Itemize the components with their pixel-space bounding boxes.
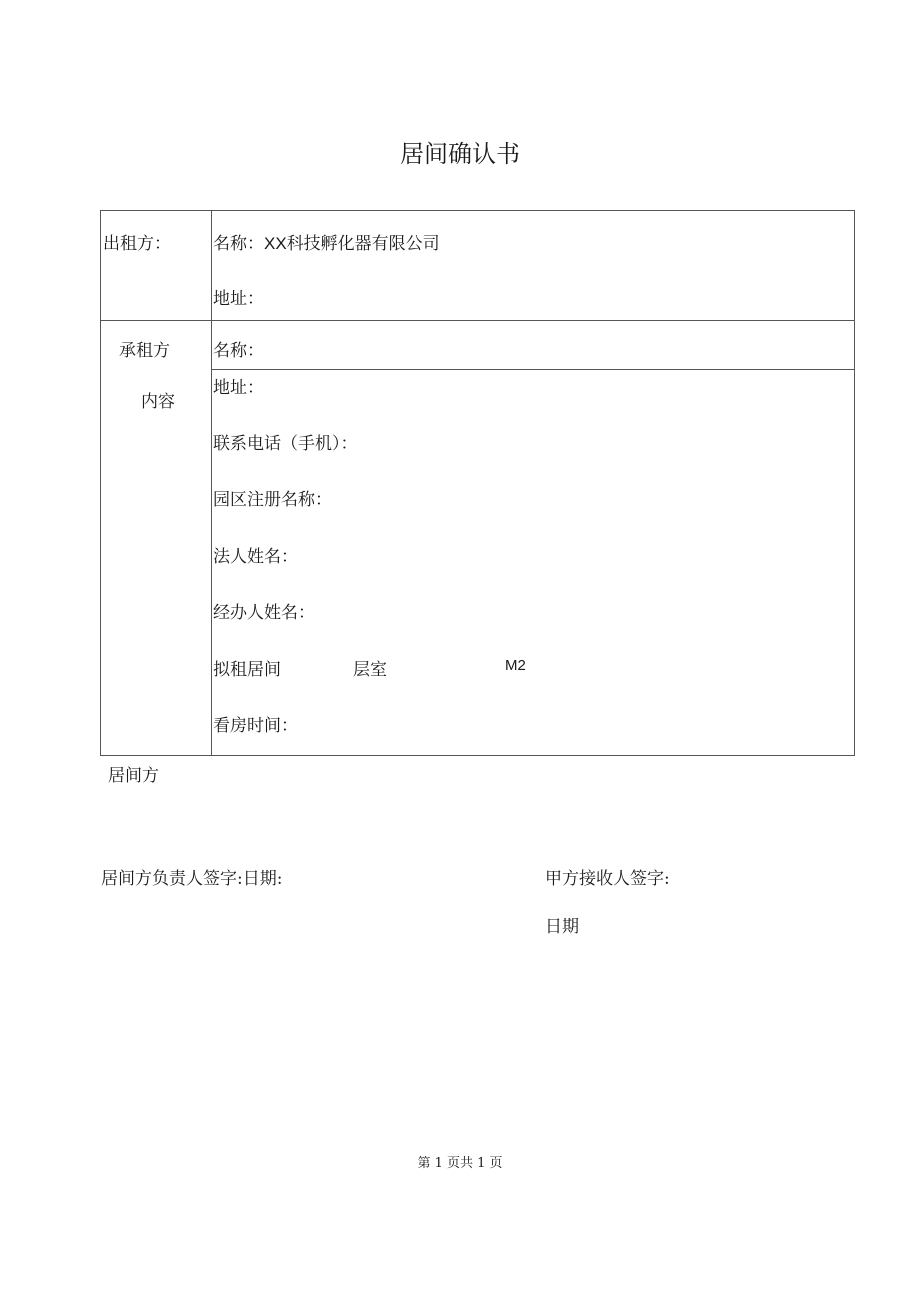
lessor-label: 出租方： [103, 234, 171, 254]
intermediary-signature-line [101, 864, 282, 889]
area-unit: M2 [505, 657, 526, 674]
lessee-content-label: 内容 [141, 392, 175, 412]
page-footer: 第 1 页共 1 页 [417, 1156, 503, 1171]
viewing-time-field: 看房时间： [213, 716, 298, 736]
lessor-name-prefix: 名称： [213, 234, 264, 254]
lessor-name-value: XX [264, 234, 287, 253]
document-title: 居间确认书 [400, 140, 520, 168]
lessor-name-rest: 科技孵化器有限公司 [286, 234, 440, 254]
party-a-signer-label: 甲方接收人签字: [545, 869, 670, 889]
lessee-legal-person-field: 法人姓名： [213, 547, 298, 567]
confirmation-form-table [100, 210, 855, 756]
column-divider [211, 211, 212, 755]
intermediary-date-label: 日期: [242, 869, 283, 889]
lessee-phone-field: 联系电话（手机）： [213, 434, 358, 454]
lessee-registered-name-field: 园区注册名称： [213, 490, 332, 510]
row-divider-lessee-name [211, 369, 854, 370]
lessee-handler-field: 经办人姓名： [213, 603, 315, 623]
intermediary-label: 居间方 [108, 766, 159, 786]
rent-label: 拟租居间 [213, 660, 281, 680]
lessee-label: 承租方 [119, 341, 170, 361]
party-a-date-label: 日期 [545, 917, 579, 937]
intermediary-signer-label: 居间方负责人签字: [101, 869, 243, 889]
lessor-name-field [213, 229, 440, 254]
lessee-name-field: 名称： [213, 341, 264, 361]
row-divider-lessor [101, 320, 854, 321]
floor-room-label: 层室 [353, 660, 387, 680]
lessee-address-field: 地址： [213, 378, 264, 398]
lessor-address-field: 地址： [213, 289, 264, 309]
